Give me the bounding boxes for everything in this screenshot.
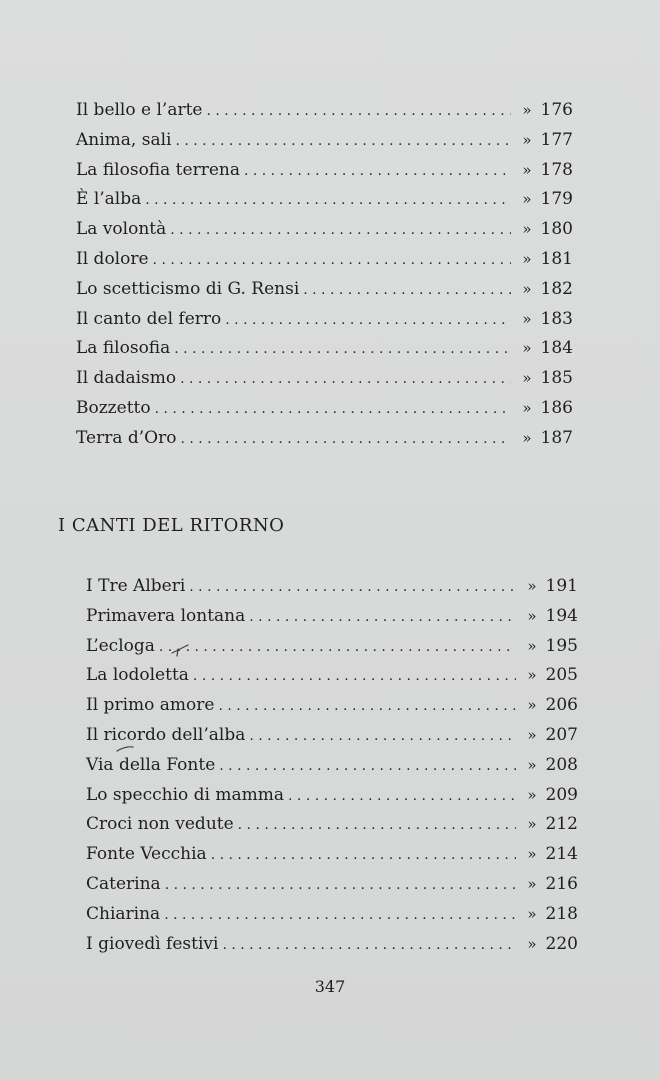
entry-title: L’ecloga — [86, 635, 155, 656]
ditto-mark: » — [522, 428, 532, 447]
dot-leader — [180, 365, 511, 395]
toc-entry — [86, 721, 578, 751]
dot-leader — [219, 752, 516, 782]
dot-leader — [206, 97, 511, 127]
toc-entry — [86, 751, 578, 781]
toc-entry — [76, 275, 573, 305]
toc-entry — [86, 661, 578, 691]
entry-page: 185 — [540, 368, 573, 389]
ditto-mark: » — [522, 160, 532, 179]
toc-entry — [86, 691, 578, 721]
entry-page: 212 — [545, 814, 578, 835]
ditto-mark: » — [522, 130, 532, 149]
dot-leader — [238, 811, 516, 841]
section-heading: I CANTI DEL RITORNO — [58, 515, 285, 536]
toc-entry — [86, 572, 578, 602]
entry-page: 220 — [545, 933, 578, 954]
entry-title: Il dadaismo — [76, 368, 177, 389]
page-number: 347 — [314, 977, 346, 996]
ditto-mark: » — [527, 785, 537, 804]
entry-title: I Tre Alberi — [86, 576, 186, 596]
entry-page: 195 — [545, 635, 578, 656]
entry-title: Via della Fonte — [86, 754, 216, 775]
ditto-mark: » — [527, 845, 537, 864]
toc-entry — [76, 334, 573, 364]
entry-page: 179 — [540, 189, 573, 210]
ditto-mark: » — [522, 309, 532, 328]
entry-title: Il primo amore — [86, 695, 215, 716]
entry-title: Croci non vedute — [86, 814, 234, 835]
entry-title: La volontà — [76, 219, 167, 240]
pencil-mark — [115, 743, 135, 753]
entry-title: Lo specchio di mamma — [86, 784, 285, 805]
toc-entry — [76, 185, 573, 215]
dot-leader — [170, 216, 511, 246]
toc-entry — [76, 96, 573, 126]
entry-page: 218 — [545, 903, 578, 924]
entry-page: 216 — [545, 873, 578, 894]
ditto-mark: » — [527, 874, 537, 893]
toc-entry — [76, 424, 573, 454]
toc-entry — [86, 930, 578, 960]
entry-title: La filosofia terrena — [76, 159, 240, 180]
entry-title: Il dolore — [76, 248, 149, 269]
ditto-mark: » — [527, 904, 537, 923]
entry-page: 182 — [540, 278, 573, 299]
ditto-mark: » — [527, 696, 537, 715]
entry-title: La filosofia — [76, 338, 171, 359]
toc-entry — [86, 840, 578, 870]
ditto-mark: » — [527, 934, 537, 953]
entry-title: Caterina — [86, 873, 161, 894]
entry-title: I giovedì festivi — [86, 933, 219, 954]
entry-page: 187 — [540, 427, 573, 448]
dot-leader — [193, 662, 516, 692]
dot-leader — [218, 692, 516, 722]
dot-leader — [249, 603, 516, 633]
entry-title: Anima, sali — [76, 129, 172, 150]
ditto-mark: » — [522, 279, 532, 298]
entry-title: Il ricordo dell’alba — [86, 724, 246, 745]
entry-page: 209 — [545, 784, 578, 805]
dot-leader — [225, 306, 511, 336]
ditto-mark: » — [527, 636, 537, 655]
ditto-mark: » — [527, 606, 537, 625]
toc-entry — [76, 394, 573, 424]
entry-title: Il canto del ferro — [76, 308, 222, 329]
entry-page: 205 — [545, 665, 578, 686]
entry-title: Bozzetto — [76, 397, 151, 418]
ditto-mark: » — [527, 815, 537, 834]
ditto-mark: » — [522, 398, 532, 417]
entry-page: 207 — [545, 724, 578, 745]
entry-page: 208 — [545, 754, 578, 775]
dot-leader — [165, 871, 516, 901]
dot-leader — [244, 157, 511, 187]
dot-leader — [175, 127, 511, 157]
entry-title: Primavera lontana — [86, 605, 246, 626]
toc-entry — [76, 215, 573, 245]
toc-list-first — [76, 96, 573, 454]
dot-leader — [222, 931, 516, 961]
toc-entry — [86, 632, 578, 662]
toc-entry — [76, 305, 573, 335]
toc-entry — [76, 126, 573, 156]
entry-title: La lodoletta — [86, 665, 189, 686]
ditto-mark: » — [522, 190, 532, 209]
toc-entry — [86, 870, 578, 900]
ditto-mark: » — [527, 755, 537, 774]
ditto-mark: » — [527, 577, 537, 595]
entry-title: Fonte Vecchia — [86, 844, 207, 865]
toc-entry — [86, 781, 578, 811]
entry-page: 181 — [540, 248, 573, 269]
entry-page: 184 — [540, 338, 573, 359]
entry-title: È l’alba — [76, 189, 142, 210]
entry-title: Lo scetticismo di G. Rensi — [76, 278, 300, 299]
ditto-mark: » — [522, 220, 532, 239]
toc-list-second — [86, 572, 578, 959]
pencil-mark — [170, 643, 190, 657]
entry-page: 194 — [545, 605, 578, 626]
toc-entry — [76, 364, 573, 394]
ditto-mark: » — [522, 101, 532, 119]
entry-page: 178 — [540, 159, 573, 180]
toc-entry — [76, 156, 573, 186]
dot-leader — [174, 335, 511, 365]
dot-leader — [155, 395, 511, 425]
dot-leader — [164, 901, 516, 931]
toc-entry — [86, 602, 578, 632]
dot-leader — [288, 782, 516, 812]
entry-page: 186 — [540, 397, 573, 418]
entry-page: 180 — [540, 219, 573, 240]
dot-leader — [303, 276, 511, 306]
entry-page: 214 — [545, 844, 578, 865]
entry-page: 183 — [540, 308, 573, 329]
entry-page: 191 — [545, 576, 578, 596]
dot-leader — [189, 573, 516, 603]
entry-title: Chiarina — [86, 903, 161, 924]
entry-page: 176 — [540, 100, 573, 120]
ditto-mark: » — [522, 369, 532, 388]
ditto-mark: » — [527, 666, 537, 685]
dot-leader — [180, 425, 511, 455]
dot-leader — [145, 186, 511, 216]
toc-entry — [86, 900, 578, 930]
toc-entry — [76, 245, 573, 275]
dot-leader — [153, 246, 511, 276]
ditto-mark: » — [522, 249, 532, 268]
dot-leader — [159, 633, 516, 663]
entry-page: 177 — [540, 129, 573, 150]
ditto-mark: » — [522, 339, 532, 358]
entry-title: Il bello e l’arte — [76, 100, 203, 120]
ditto-mark: » — [527, 725, 537, 744]
entry-title: Terra d’Oro — [76, 427, 177, 448]
toc-entry — [86, 810, 578, 840]
dot-leader — [211, 841, 516, 871]
dot-leader — [249, 722, 516, 752]
entry-page: 206 — [545, 695, 578, 716]
